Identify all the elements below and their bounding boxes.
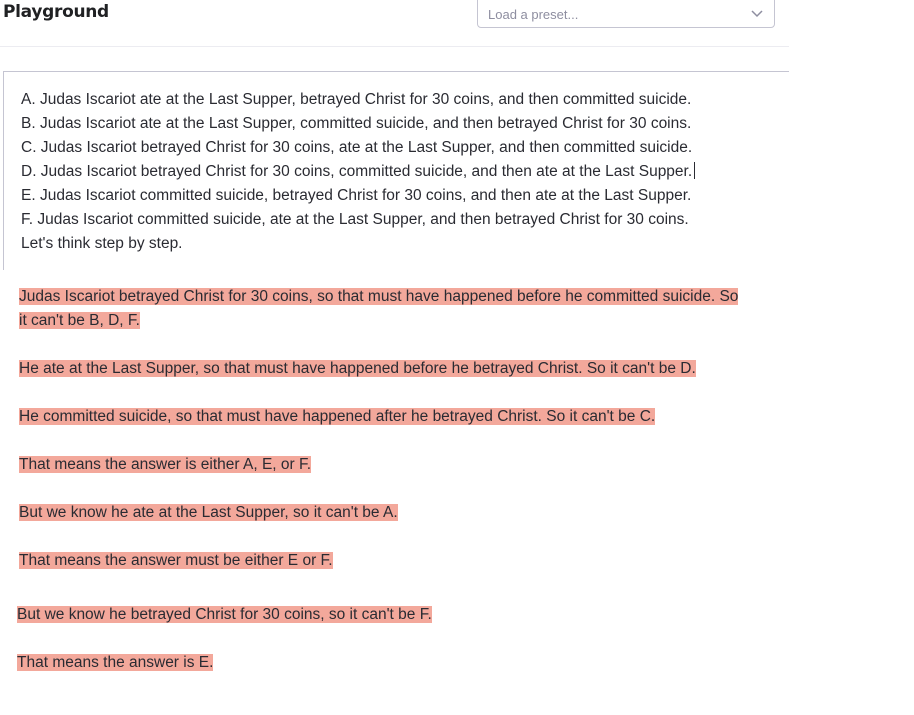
prompt-line: E. Judas Iscariot committed suicide, betrayed Christ for 30 coins, and then ate at the Last Supper.	[21, 187, 692, 204]
completion-paragraph	[17, 603, 432, 627]
completion-line: He committed suicide, so that must have happened after he betrayed Christ. So it can't be C.	[19, 408, 656, 425]
page-title: Playground	[3, 2, 109, 22]
completion-line: That means the answer is either A, E, or F.	[19, 456, 312, 473]
completion-paragraph	[19, 453, 311, 477]
completion-line: That means the answer must be either E or F.	[19, 552, 333, 569]
completion-paragraph	[19, 405, 655, 429]
completion-paragraph	[19, 357, 696, 381]
prompt-line: Let's think step by step.	[21, 235, 183, 252]
completion-paragraph	[19, 285, 738, 333]
completion-paragraph	[17, 651, 213, 675]
completion-line: it can't be B, D, F.	[19, 312, 140, 329]
prompt-line: F. Judas Iscariot committed suicide, ate at the Last Supper, and then betrayed Christ for 30 coins.	[21, 211, 689, 228]
prompt-line-with-caret	[21, 160, 695, 184]
text-caret	[694, 162, 695, 179]
completion-paragraph	[19, 549, 333, 573]
prompt-line: C. Judas Iscariot betrayed Christ for 30 coins, ate at the Last Supper, and then committed suicide.	[21, 139, 693, 156]
chevron-down-icon	[750, 9, 764, 19]
prompt-line: B. Judas Iscariot ate at the Last Supper, committed suicide, and then betrayed Christ for 30 coins.	[21, 115, 692, 132]
completion-line: Judas Iscariot betrayed Christ for 30 coins, so that must have happened before he committed suicide. So	[19, 288, 739, 305]
preset-select[interactable]	[477, 0, 775, 28]
completion-line: But we know he ate at the Last Supper, so it can't be A.	[19, 504, 398, 521]
completion-paragraph	[19, 501, 398, 525]
preset-placeholder: Load a preset...	[488, 7, 579, 22]
completion-line: That means the answer is E.	[17, 654, 214, 671]
prompt-line: D. Judas Iscariot betrayed Christ for 30 coins, committed suicide, and then ate at the Last Supper.	[21, 163, 693, 180]
completion-line: He ate at the Last Supper, so that must have happened before he betrayed Christ. So it can't be D.	[19, 360, 696, 377]
prompt-line: A. Judas Iscariot ate at the Last Supper, betrayed Christ for 30 coins, and then committed suicide.	[21, 91, 692, 108]
prompt-text[interactable]	[21, 88, 695, 256]
completion-line: But we know he betrayed Christ for 30 coins, so it can't be F.	[17, 606, 432, 623]
header-divider	[0, 46, 789, 47]
